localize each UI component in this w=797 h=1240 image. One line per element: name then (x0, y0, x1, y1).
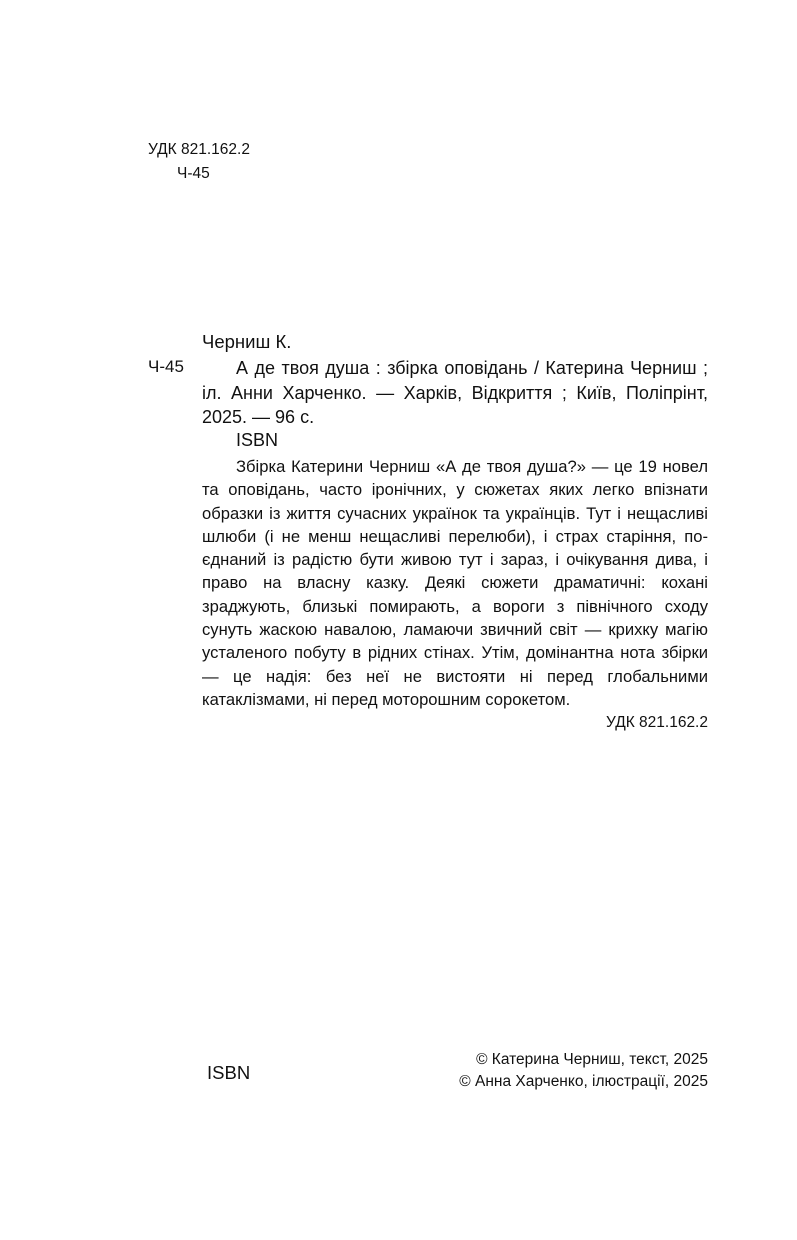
author-heading: Черниш К. (202, 331, 292, 352)
copyright-illustrations-line: © Анна Харченко, ілюстрації, 2025 (459, 1072, 708, 1090)
copyright-block (459, 1049, 708, 1092)
bibliographic-description: А де твоя душа : збірка оповідань / Катерина Черниш ; іл. Анни Харченко. — Харків, Відкриття ; Київ, Поліпрінт, 2025. — 96 с. (202, 358, 708, 427)
isbn-footer: ISBN (207, 1062, 251, 1083)
library-code-entry: Ч-45 (148, 357, 184, 376)
copyright-text-line: © Катерина Черниш, текст, 2025 (476, 1051, 708, 1068)
udk-index-top: УДК 821.162.2 (148, 141, 250, 158)
library-code-top: Ч-45 (177, 165, 210, 182)
annotation-text: Збірка Катерини Черниш «А де твоя душа?» — це 19 новел та оповідань, часто іронічних, у сюжетах яких легко впізнати образки із життя сучасних українок та українців. Тут і нещасливі шлюби (і не менш нещасливі перелюби), і страх старіння, по-єднаний із радістю бути живою тут і зараз, і очікування дива, і право на власну казку. Деякі сюжети драматичні: кохані зраджують, близькі помирають, а вороги з північного сходу сунуть жаскою навалою, ламаючи звичний світ — крихку магію усталеного побуту в рідних стінах. Утім, домінантна нота збірки — це надія: без неї не вистояти ні перед глобальними катаклізмами, ні перед моторошним сорокетом. (202, 457, 708, 709)
isbn-entry: ISBN (236, 430, 279, 450)
udk-index-entry: УДК 821.162.2 (606, 714, 708, 731)
